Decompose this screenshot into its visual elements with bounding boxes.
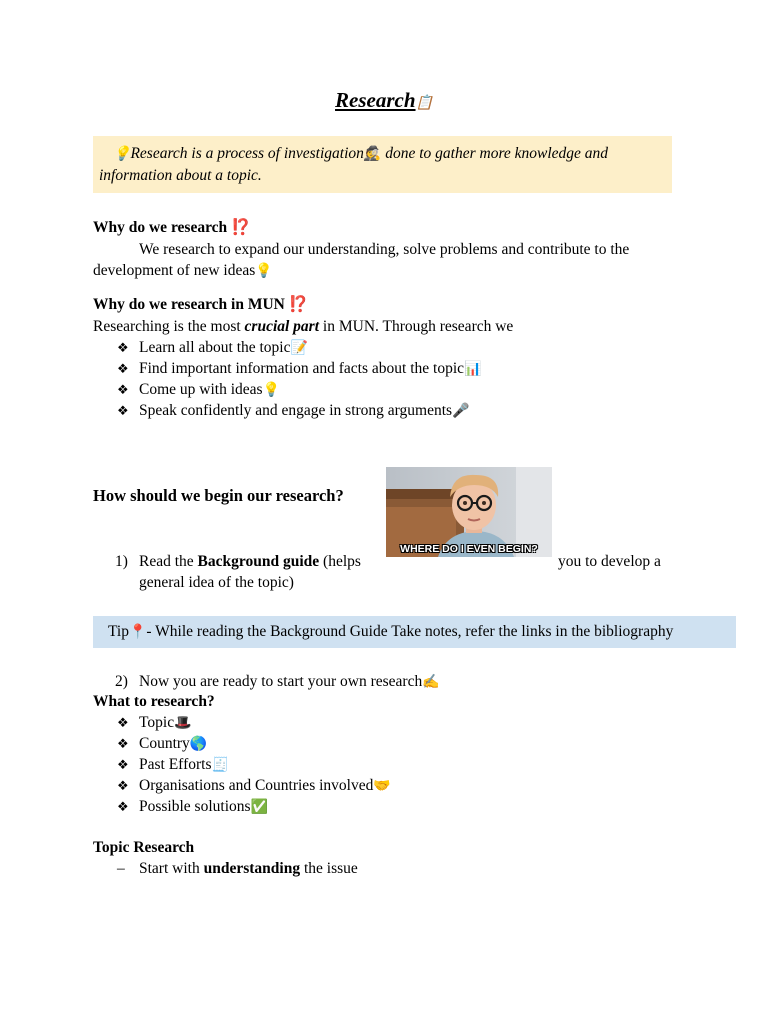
definition-text-1: Research is a process of investigation bbox=[130, 145, 364, 162]
title-text: Research bbox=[335, 88, 416, 112]
step2-number: 2) bbox=[115, 673, 128, 690]
definition-text-3: information about a topic. bbox=[99, 167, 262, 184]
bullet-icon: ❖ bbox=[117, 403, 129, 418]
tip-label: Tip bbox=[108, 623, 129, 640]
meme-caption: WHERE DO I EVEN BEGIN? bbox=[400, 543, 538, 555]
interrobang-icon: ⁉️ bbox=[288, 296, 309, 313]
top-hat-icon: 🎩 bbox=[174, 715, 192, 731]
mun-heading bbox=[93, 294, 308, 315]
page-title bbox=[0, 86, 768, 117]
begin-heading: How should we begin our research? bbox=[93, 486, 344, 505]
receipt-icon: 🧾 bbox=[211, 757, 229, 773]
dash-icon: – bbox=[117, 860, 125, 877]
step2-text: Now you are ready to start your own research✍️ bbox=[139, 673, 440, 690]
tip-callout bbox=[93, 616, 736, 648]
mun-intro-emphasis: crucial part bbox=[244, 318, 320, 335]
what-heading: What to research? bbox=[93, 693, 215, 710]
topic-item: Start with understanding the issue bbox=[139, 860, 358, 877]
lightbulb-icon: 💡 bbox=[262, 382, 280, 398]
list-item: Past Efforts🧾 bbox=[139, 756, 229, 773]
handshake-icon: 🤝 bbox=[373, 778, 391, 794]
list-item: Country🌎 bbox=[139, 735, 208, 752]
lightbulb-icon: 💡 bbox=[255, 263, 273, 279]
writing-hand-icon: ✍️ bbox=[422, 674, 440, 690]
check-mark-icon: ✅ bbox=[250, 799, 268, 815]
lightbulb-icon: 💡 bbox=[113, 146, 131, 162]
why-paragraph-line1: We research to expand our understanding, solve problems and contribute to the bbox=[139, 241, 630, 258]
list-item: Come up with ideas💡 bbox=[139, 381, 280, 398]
microphone-icon: 🎤 bbox=[452, 403, 470, 419]
detective-icon: 🕵️ bbox=[363, 146, 382, 162]
clipboard-icon: 📋 bbox=[415, 95, 433, 111]
bullet-icon: ❖ bbox=[117, 799, 129, 814]
list-item: Possible solutions✅ bbox=[139, 798, 268, 815]
list-item: Find important information and facts about the topic📊 bbox=[139, 360, 482, 377]
bar-chart-icon: 📊 bbox=[464, 361, 482, 377]
mun-heading-text: Why do we research in MUN bbox=[93, 296, 289, 313]
definition-callout bbox=[93, 136, 672, 193]
step1-line2: general idea of the topic) bbox=[139, 574, 294, 591]
bullet-icon: ❖ bbox=[117, 736, 129, 751]
step1-number: 1) bbox=[115, 553, 128, 570]
why-paragraph-line2 bbox=[93, 260, 273, 282]
bullet-icon: ❖ bbox=[117, 382, 129, 397]
step1-text: Read the Background guide (helps bbox=[139, 553, 361, 570]
meme-image bbox=[386, 467, 552, 557]
bullet-icon: ❖ bbox=[117, 778, 129, 793]
step1-text-end: you to develop a bbox=[558, 553, 661, 570]
definition-text-2: done to gather more knowledge and bbox=[381, 145, 609, 162]
globe-icon: 🌎 bbox=[189, 736, 208, 752]
mun-intro-a: Researching is the most bbox=[93, 318, 245, 335]
bullet-icon: ❖ bbox=[117, 715, 129, 730]
tip-text: - While reading the Background Guide Take notes, refer the links in the bibliography bbox=[146, 623, 674, 640]
list-item: Learn all about the topic📝 bbox=[139, 339, 308, 356]
why-heading bbox=[93, 217, 250, 238]
why-heading-text: Why do we research bbox=[93, 219, 232, 236]
topic-heading: Topic Research bbox=[93, 839, 195, 856]
list-item: Organisations and Countries involved🤝 bbox=[139, 777, 391, 794]
bullet-icon: ❖ bbox=[117, 340, 129, 355]
why-paragraph-line2-text: development of new ideas bbox=[93, 262, 256, 279]
pin-icon: 📍 bbox=[128, 624, 147, 640]
list-item: Speak confidently and engage in strong arguments🎤 bbox=[139, 402, 470, 419]
interrobang-icon: ⁉️ bbox=[231, 219, 251, 236]
bullet-icon: ❖ bbox=[117, 361, 129, 376]
mun-intro bbox=[93, 316, 513, 337]
bullet-icon: ❖ bbox=[117, 757, 129, 772]
memo-icon: 📝 bbox=[290, 340, 308, 356]
list-item: Topic🎩 bbox=[139, 714, 192, 731]
mun-intro-c: in MUN. Through research we bbox=[319, 318, 514, 335]
